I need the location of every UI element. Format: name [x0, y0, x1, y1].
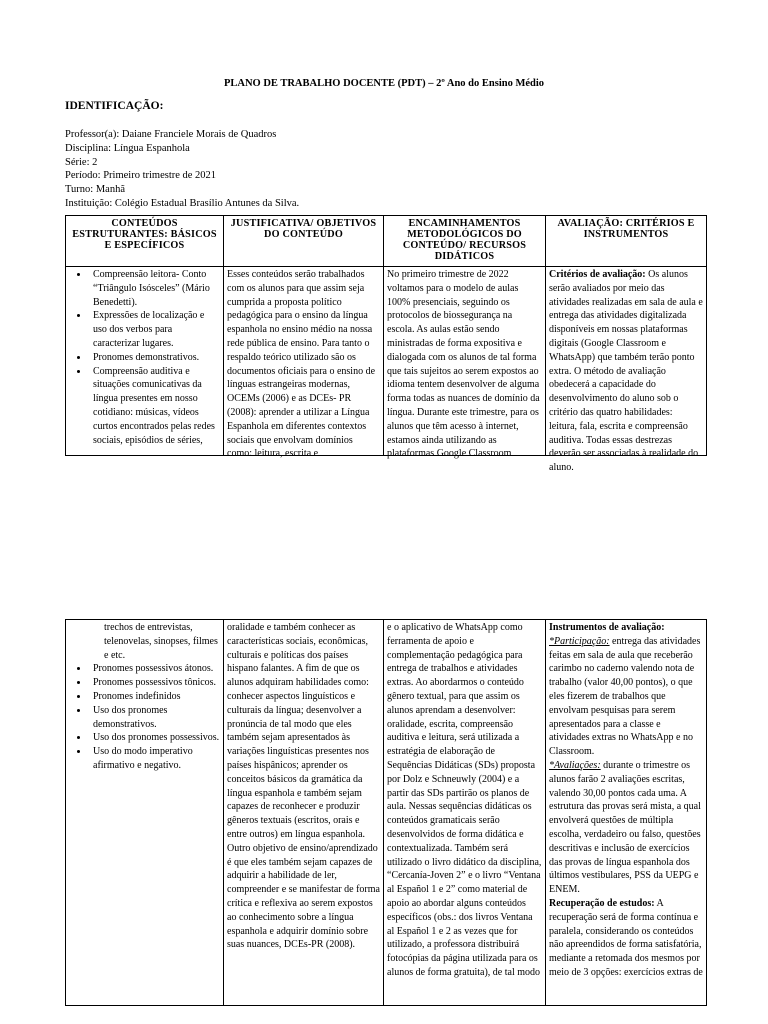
- list-item: • Pronomes demonstrativos.: [89, 351, 220, 365]
- assessments-label: *Avaliações:: [549, 759, 601, 771]
- justification-text: Esses conteúdos serão trabalhados com os alunos para que assim seja cumprida a proposta político pedagógica para o ensino da língua espanhola no ensino médio na nossa rede pública de ensino. Para tanto o respaldo teórico utilizado são os documentos oficiais para o ensino de línguas estrangeiras modernas, OCEMs (2006) e as DCEs- PR (2008): aprender a utilizar a Língua Espanhola em diferentes contextos sociais que envolvam domínios como: leitura, escrita e: [227, 269, 376, 460]
- identification-block: [65, 128, 299, 211]
- justification-cell: [224, 620, 384, 1006]
- contents-continuation: trechos de entrevistas, telenovelas, sinopses, filmes e etc.: [104, 622, 218, 661]
- list-item: • Compreensão auditiva e situações comunicativas da língua presentes em nosso cotidiano: músicas, vídeos curtos encontrados pelas redes sociais, episódios de séries,: [89, 365, 220, 448]
- list-item: • Compreensão leitora- Conto “Triângulo Isósceles” (Mário Benedetti).: [89, 268, 220, 309]
- discipline-line: Disciplina: Língua Espanhola: [65, 142, 190, 154]
- header-justification: JUSTIFICATIVA/ OBJETIVOS DO CONTEÚDO: [224, 216, 384, 267]
- methodology-text: e o aplicativo de WhatsApp como ferramenta de apoio e complementação pedagógica para entrega de trabalhos e atividades extras. Ao abordarmos o conteúdo gênero textual, para que assim os alunos aprendam a desenvolver: oralidade, escrita, compreensão auditiva e leitura, será utilizada a estratégia de elaboração de Sequências Didáticas (SDs) proposta por Dolz e Schneuwly (2004) e a partir das SDs partirão os planos de aula. Nessas sequências didáticas os conteúdos gramaticais serão desenvolvidos de forma didática e contextualizada. Também será utilizado o livro didático da disciplina, “Cercanía-Joven 2” e o livro “Ventana al Español 1 e 2” como material de apoio ao abordar alguns conteúdos específicos (obs.: dos livros Ventana al Español 1 e 2 as vezes que for utilizado, a professora distribuirá fotocópias da página utilizada para os alunos de forma gratuita), de tal modo: [387, 622, 542, 978]
- period-line: Período: Primeiro trimestre de 2021: [65, 170, 217, 182]
- recovery-text: A recuperação será de forma contínua e paralela, considerando os conteúdos não apreendidos de forma satisfatória, mediante a retomada dos mesmos por meio de 3 opções: exercícios extras de: [549, 897, 703, 978]
- methodology-cell: [384, 620, 546, 1006]
- participation-text: entrega das atividades feitas em sala de aula que receberão carimbo no caderno valendo nota de trabalho (valor 40,00 pontos), o que eles fizerem de trabalhos que envolvam pesquisas para serem apresentados para a classe e atividades extras no WhatsApp e no Classroom.: [549, 635, 701, 758]
- list-item: • Expressões de localização e uso dos verbos para caracterizar lugares.: [89, 309, 220, 350]
- methodology-text: No primeiro trimestre de 2022 voltamos para o modelo de aulas 100% presenciais, seguindo os protocolos de biossegurança na escola. As aulas estão sendo ministradas de forma expositiva e dialogada com os alunos de tal forma que tais sujeitos ao serem expostos ao idioma tentem desenvolver de alguma forma todas as nuances de domínio da língua. Durante este trimestre, para os alunos que têm acesso à internet, estamos ainda utilizando as plataformas Google Classroom: [387, 269, 540, 460]
- justification-cell: [224, 267, 384, 460]
- table-row: [66, 267, 707, 456]
- table-header-row: [66, 216, 707, 267]
- page-title: PLANO DE TRABALHO DOCENTE (PDT) – 2º Ano do Ensino Médio: [223, 78, 545, 89]
- evaluation-cell: [546, 620, 707, 1006]
- table-row: [66, 620, 707, 1006]
- grade-line: Série: 2: [65, 156, 98, 168]
- list-item: • Pronomes possessivos átonos.: [89, 662, 220, 676]
- institution-line: Instituição: Colégio Estadual Brasílio Antunes da Silva.: [65, 197, 300, 209]
- header-evaluation: AVALIAÇÃO: CRITÉRIOS E INSTRUMENTOS: [546, 216, 707, 267]
- list-item: • Uso do modo imperativo afirmativo e negativo.: [89, 745, 220, 773]
- list-item: • Uso dos pronomes demonstrativos.: [89, 704, 220, 732]
- instruments-label: Instrumentos de avaliação:: [549, 622, 665, 633]
- criteria-label: Critérios de avaliação:: [549, 269, 646, 280]
- plan-table-page1: [65, 215, 707, 474]
- list-item: • Uso dos pronomes possessivos.: [89, 731, 220, 745]
- participation-label: *Participação:: [549, 635, 610, 647]
- contents-cell: [66, 267, 224, 456]
- shift-line: Turno: Manhã: [65, 184, 125, 196]
- header-methodology: ENCAMINHAMENTOS METODOLÓGICOS DO CONTEÚDO/ RECURSOS DIDÁTICOS: [384, 216, 546, 267]
- criteria-text: Os alunos serão avaliados por meio das atividades realizadas em sala de aula e entrega das atividades digitalizada disponíveis em nossas plataformas digitais (Google Classroom e WhatsApp) que também terão ponto extra. O método de avaliação obedecerá a capacidade do desenvolvimento do aluno sob o critério das quatro habilidades: leitura, fala, escrita e compreensão auditiva. Todas essas destrezas deverão ser associadas à realidade do aluno.: [549, 269, 703, 474]
- teacher-line: Professor(a): Daiane Franciele Morais de Quadros: [65, 129, 277, 140]
- evaluation-cell: [546, 267, 707, 474]
- assessments-text: durante o trimestre os alunos farão 2 avaliações escritas, valendo 30,00 pontos cada uma. A estrutura das provas será mista, a qual envolverá questões de múltipla escolha, verdadeiro ou falso, questões descritivas e inclusão de exercícios das provas de língua espanhola dos últimos vestibulares, PSS da UEPG e ENEM.: [549, 759, 701, 896]
- plan-table-page2: [65, 619, 707, 1006]
- recovery-label: Recuperação de estudos:: [549, 897, 655, 909]
- identification-heading: IDENTIFICAÇÃO:: [65, 100, 164, 112]
- contents-cell: [66, 620, 224, 1006]
- list-item: • Pronomes possessivos tônicos.: [89, 676, 220, 690]
- methodology-cell: [384, 267, 546, 460]
- justification-text: oralidade e também conhecer as características sociais, econômicas, culturais e políticas dos países hispano falantes. A fim de que os alunos adquiram habilidades como: conhecer aspectos linguísticos e culturais da língua; desenvolver a pronúncia de tal modo que eles também sejam apresentados às variações linguísticas presentes nos países hispânicos; aprender os conceitos básicos da gramática da língua espanhola e também sejam capazes de reconhecer e produzir gêneros textuais (escritos, orais e entre outros) em língua espanhola. Outro objetivo de ensino/aprendizado é que eles também sejam capazes de adquirir a habilidade de ler, compreender e se manifestar de forma crítica e reflexiva ao serem expostos ao conhecimento sobre a língua espanhola e adquirir domínio sobre suas nuances, DCEs-PR (2008).: [227, 622, 380, 951]
- list-item: • Pronomes indefinidos: [89, 690, 220, 704]
- header-contents: CONTEÚDOS ESTRUTURANTES: BÁSICOS E ESPECÍFICOS: [66, 216, 224, 267]
